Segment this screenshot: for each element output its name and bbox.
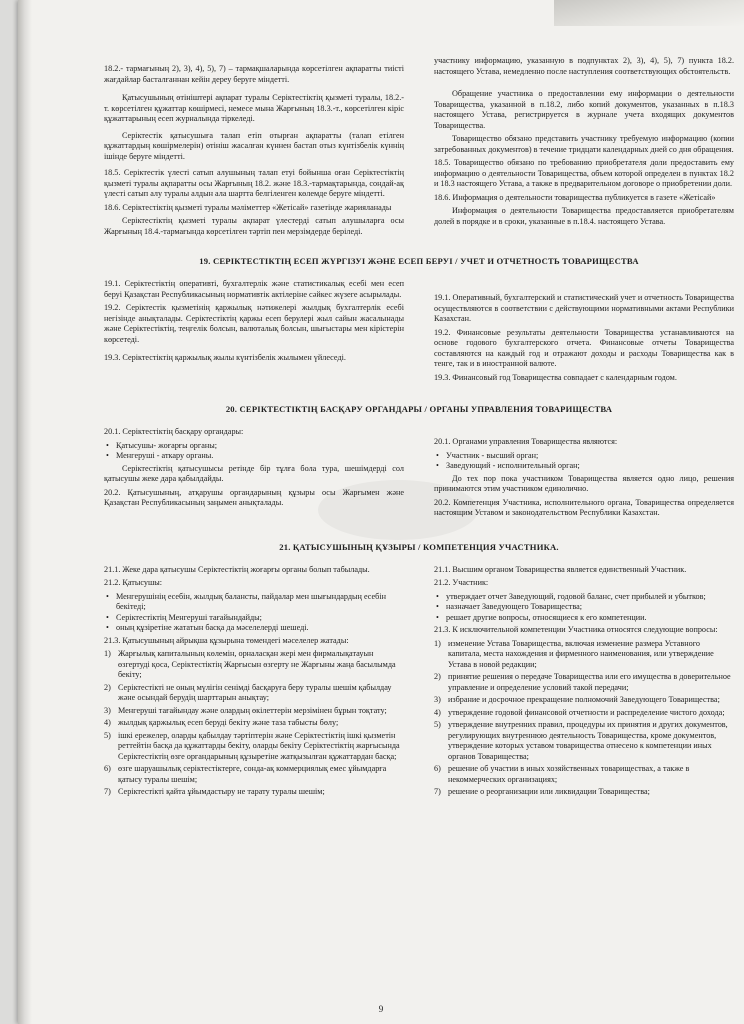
item-text: өзге шаруашылық серіктестіктерге, сонда-ақ коммерциялық емес ұйымдарға қатысу туралы шешім; [118, 764, 387, 784]
paragraph: Обращение участника о предоставлении ему информации о деятельности Товарищества, указанной в п.18.2, либо копий документов, указанных в п.18.3 настоящего Устава, регистрируется в журнале учета входящих документов Товарищества. [434, 89, 734, 130]
section-heading-21: 21. ҚАТЫСУШЫНЫҢ ҚҰЗЫРЫ / КОМПЕТЕНЦИЯ УЧАСТНИКА. [279, 541, 559, 552]
item-number: 6) [434, 764, 441, 773]
paragraph: 19.1. Оперативный, бухгалтерский и статистический учет и отчетность Товарищества осуществляются в соответствии с действующими нормативными актами Республики Казахстан. [434, 293, 734, 323]
list-item: • Серіктестіктің Менгеруші тағайындайды; [116, 613, 404, 624]
list-item [434, 787, 734, 798]
list-item [434, 707, 734, 719]
paragraph: 19.1. Серіктестіктің оперативті, бухгалтерлік және статистикалық есебі мен есеп беруі Қазақстан Республикасының нормативтік актілеріне сәйкес жүзеге асырылады. [104, 279, 404, 299]
list-item [434, 672, 734, 693]
list-item: • оның құзіретіне жататын басқа да мәселелерді шешеді. [116, 623, 404, 634]
item-number: 7) [434, 787, 441, 796]
list-item [434, 764, 734, 785]
list-item [104, 649, 404, 681]
paragraph: 18.6. Информация о деятельности товарищества публикуется в газете «Жетісай» [434, 192, 716, 202]
section-heading-19: 19. СЕРІКТЕСТІКТІҢ ЕСЕП ЖҮРГІЗУІ ЖӘНЕ ЕСЕП БЕРУІ / УЧЕТ И ОТЧЕТНОСТЬ ТОВАРИЩЕСТВА [199, 256, 639, 266]
column-kazakh [104, 427, 404, 522]
column-kazakh [104, 565, 404, 800]
list-item: • Менгеруші - аткару органы. [116, 451, 404, 462]
list-item: • Участник - высший орган; [446, 451, 734, 462]
item-text: избрание и досрочное прекращение полномочий Заведующего Товарищества; [448, 695, 720, 704]
paragraph: До тех пор пока участником Товарищества является одно лицо, решения принимаются этим участником единолично. [434, 473, 734, 493]
list-item [104, 787, 404, 798]
numbered-list [434, 639, 734, 798]
list-item: • Қатысушы- жоғарғы органы; [116, 441, 404, 452]
column-russian [434, 565, 734, 800]
item-number: 4) [434, 707, 441, 717]
item-text: изменение Устава Товарищества, включая изменение размера Уставного капитала, места нахождения и фирменного наименования, или утверждение Устава в новой редакции; [448, 638, 714, 669]
paragraph: Серіктестік қатысушыға талап етіп отырған ақпаратты (талап етілген құжаттардың көшірмелерін) өтініш жасалған күннен бастап отыз күнтізбелік күннің ішінде беруге міндетті. [104, 130, 404, 161]
list-item [104, 718, 404, 729]
list-item: • утверждает отчет Заведующий, годовой баланс, счет прибылей и убытков; [446, 592, 734, 603]
bullet-list [434, 592, 734, 624]
section-20 [104, 427, 734, 522]
numbered-list [104, 649, 404, 798]
document-page [18, 0, 744, 1024]
paragraph: 20.2. Компетенция Участника, исполнительного органа, Товарищества определяется настоящим Уставом и законодательством Республики Казахстан. [434, 497, 734, 517]
paragraph: 21.3. Қатысушының айрықша құзырына төмендегі мәселелер жатады: [104, 635, 349, 645]
paragraph: 21.1. Жеке дара қатысушы Серіктестіктің жоғарғы органы болып табылады. [104, 564, 370, 574]
item-number: 3) [104, 705, 111, 715]
list-item [434, 720, 734, 762]
paragraph: 20.1. Серіктестіктің басқару органдары: [104, 427, 244, 436]
page-number: 9 [378, 1004, 384, 1014]
column-kazakh [104, 64, 404, 240]
section-19 [104, 279, 734, 386]
paragraph: Информация о деятельности Товарищества предоставляется приобретателям долей в порядке и в сроки, указанные в п.18.4. настоящего Устава. [434, 206, 734, 226]
list-item [104, 705, 404, 717]
paragraph: 21.2. Участник: [434, 578, 489, 587]
item-number: 6) [104, 764, 111, 773]
column-russian [434, 56, 734, 240]
paragraph: Қатысушының өтініштері ақпарат туралы Серіктестіктің қызметі туралы, 18.2.-т. көрсетілген құжаттар көшірмесі, немесе мына Жарғының 18.3.-т., көрсетілген кіріс құжаттарының есеп журналында тіркеледі. [104, 93, 404, 123]
page-corner-curl [554, 0, 744, 26]
item-number: 4) [104, 718, 111, 727]
paragraph: Серіктестіктің қызметі туралы ақпарат үлестерді сатып алушыларға осы Жарғының 18.4.-тармағында көрсетілген тәртіп пен мерзімдерде беріледі. [104, 216, 404, 236]
item-text: ішкі ережелер, оларды қабылдау тәртіптерін және Серіктестіктің ішкі қызметін реттейтін басқа да құжаттарды бекіту, оларды бекіту Серіктестіктің жарғысында Серіктестіктің өзге органдарының құзыретіне жатқызылған құжаттардан басқа; [118, 730, 400, 761]
list-item [104, 682, 404, 704]
item-text: решение об участии в иных хозяйственных товариществах, а также в некоммерческих организациях; [448, 764, 690, 784]
paragraph: 21.1. Высшим органом Товарищества является единственный Участник. [434, 564, 687, 574]
item-text: утверждение внутренних правил, процедуры их принятия и других документов, регулирующих внутреннюю деятельность Товарищества, кроме документов, утверждение которых уставом товарищества отнесено к компетенции иных органов Товарищества; [448, 720, 728, 761]
item-number: 3) [434, 695, 441, 704]
list-item [434, 638, 734, 671]
item-text: Серіктестікті не оның мүлігін сенімді басқаруға беру туралы шешім қабылдау және осындай берудің шарттарын анықтау; [118, 682, 392, 702]
list-item: • Заведующий - исполнительный орган; [446, 461, 734, 472]
paragraph: 18.6. Серіктестіктің қызметі туралы мәліметтер «Жетісай» газетінде жарияланады [104, 202, 392, 212]
paragraph: 18.2.- тармағының 2), 3), 4), 5), 7) – тармақшаларында көрсетілген ақпаратты тиісті жағдайлар басталғаннан кейін дереу беруге міндетті. [104, 64, 404, 84]
page-fold-shadow [18, 0, 32, 1024]
paragraph: 19.2. Серіктестік қызметінің қаржылық нәтижелері жылдық бухгалтерлік есебі негізінде анықталады. Серіктестіктің қаржы есеп берулері жыл сайын жасалынады және Серіктестіктің, теңгелік болсын, валюталық болсын, шығыстары мен кірістерін көрсетеді. [104, 303, 404, 344]
paragraph: Серіктестіктің қатысушысы ретінде бір тұлға бола тура, шешімдерді сол қатысушы жеке дара қабылдайды. [104, 463, 404, 483]
list-item [434, 695, 734, 706]
paragraph: 19.3. Серіктестіктің қаржылық жылы күнтізбелік жылымен үйлеседі. [104, 353, 346, 362]
item-number: 2) [434, 672, 441, 681]
bullet-list [104, 592, 404, 634]
bullet-list [434, 451, 734, 472]
list-item [104, 764, 404, 785]
paragraph: 18.5. Товарищество обязано по требованию приобретателя доли предоставить ему информацию о деятельности Товарищества, объем которой определен в пунктах 18.2 и 18.3 настоящего Устава, а также в предварительном договоре о приобретении доли. [434, 158, 734, 188]
paragraph: 18.5. Серіктестік үлесті сатып алушының талап етуі бойынша оған Серіктестіктің қызметі туралы ақпаратты осы Жарғының 18.2. және 18.3.-тармақтарында, сондай-ақ үлесті сатып алу туралы алдын ала шартта белгіленген көлемде беруге міндетті. [104, 168, 404, 198]
item-number: 1) [434, 638, 441, 648]
section-21 [104, 565, 734, 800]
item-text: утверждение годовой финансовой отчетности и распределение чистого дохода; [448, 707, 725, 717]
section-18-continued [104, 56, 734, 240]
paragraph: 21.2. Қатысушы: [104, 578, 163, 587]
item-text: Жарғылық капиталының көлемін, орналасқан жері мен фирмалықатауын өзгертуді қоса, Серіктестіктің Жарғысын өзгерту не Жарғыны жаңа басылымда бекіту; [118, 649, 396, 679]
paragraph: участнику информацию, указанную в подпунктах 2), 3), 4), 5), 7) пункта 18.2. настоящего Устава, немедленно после наступления соответствующих обстоятельств. [434, 56, 734, 76]
list-item: • Менгерушінің есебін, жылдық балансты, пайдалар мен шығындардың есебін бекітеді; [116, 592, 404, 613]
item-text: Менгеруші тағайындау және олардың өкілеттерін мерзімінен бұрын тоқтату; [118, 705, 387, 715]
item-number: 5) [434, 720, 441, 729]
paragraph: 19.3. Финансовый год Товарищества совпадает с календарным годом. [434, 372, 677, 382]
item-number: 1) [104, 649, 111, 658]
paragraph: 20.2. Қатысушының, атқарушы органдарының құзыры осы Жарғымен және Қазақстан Республикасының заңымен анықталады. [104, 487, 404, 507]
item-text: принятие решения о передаче Товарищества или его имущества в доверительное управление и определение условий такой передачи; [448, 672, 731, 692]
column-russian [434, 427, 734, 522]
section-heading-20: 20. СЕРІКТЕСТІКТІҢ БАСҚАРУ ОРГАНДАРЫ / ОРГАНЫ УПРАВЛЕНИЯ ТОВАРИЩЕСТВА [225, 404, 613, 414]
paragraph: 19.2. Финансовые результаты деятельности Товарищества устанавливаются на основе годового бухгалтерского отчета. Финансовые отчеты Товарищества составляются на каждый год и отражают доходы и расходы Товарищества как в тенге, так и в иностранной валюте. [434, 327, 734, 368]
paragraph: 20.1. Органами управления Товарищества являются: [434, 437, 618, 446]
document-body [104, 56, 734, 800]
paragraph: Товарищество обязано представить участнику требуемую информацию (копии затребованных документов) в течение тридцати календарных дней со дня обращения. [434, 134, 734, 154]
item-text: жылдық қаржылық есеп беруді бекіту және таза табысты бөлу; [118, 718, 339, 727]
paragraph: 21.3. К исключительной компетенции Участника относятся следующие вопросы: [434, 625, 718, 634]
bullet-list [104, 441, 404, 462]
item-text: Серіктестікті қайта ұйымдастыру не тарату туралы шешім; [118, 787, 325, 796]
item-number: 2) [104, 682, 111, 692]
item-number: 5) [104, 730, 111, 740]
column-kazakh [104, 279, 404, 386]
item-text: решение о реорганизации или ликвидации Товарищества; [448, 787, 650, 796]
item-number: 7) [104, 787, 111, 796]
list-item [104, 730, 404, 763]
list-item: • решает другие вопросы, относящиеся к его компетенции. [446, 613, 734, 624]
list-item: • назначает Заведующего Товарищества; [446, 602, 734, 613]
column-russian [434, 279, 734, 386]
